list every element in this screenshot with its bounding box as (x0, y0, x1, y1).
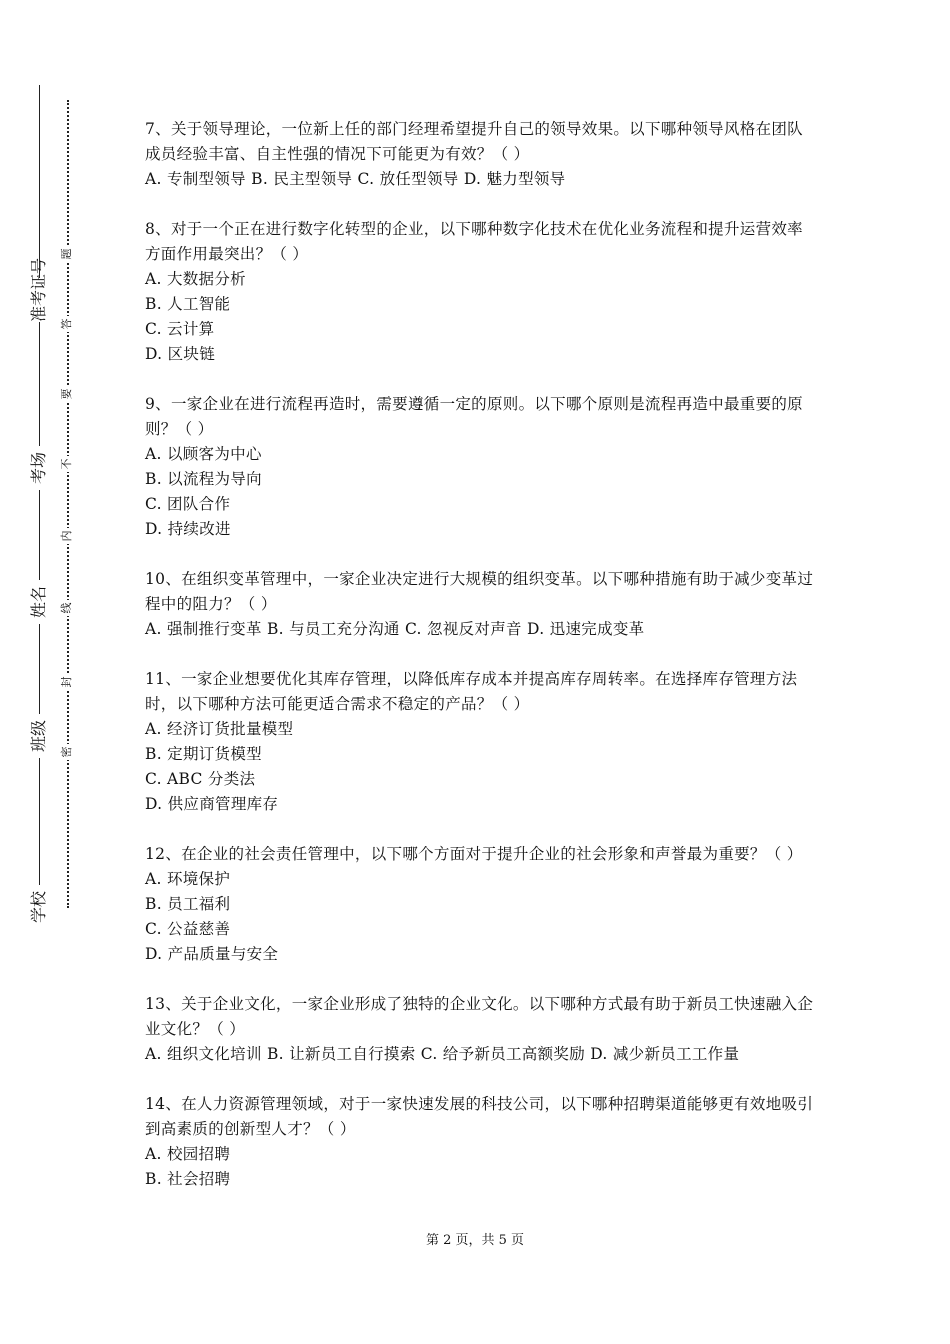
exam-room-label: 考场 (28, 446, 50, 490)
seal-char: 密 (59, 744, 75, 760)
school-label: 学校 (28, 885, 50, 929)
question-11 (145, 667, 815, 817)
option-a: A. 大数据分析 (145, 270, 246, 288)
name-label: 姓名 (28, 580, 50, 624)
seal-char: 要 (59, 386, 75, 402)
binding-margin (0, 0, 110, 1344)
option-c: C. 公益慈善 (145, 920, 231, 938)
seal-char: 线 (59, 600, 75, 616)
option-c: C. 团队合作 (145, 495, 231, 513)
page-number: 第 2 页，共 5 页 (425, 1233, 525, 1248)
question-10 (145, 567, 815, 642)
option-b: B. 人工智能 (145, 295, 231, 313)
question-list (145, 117, 815, 1217)
exam-number-label: 准考证号 (29, 257, 48, 322)
seal-char: 答 (59, 316, 75, 332)
question-text: 13、关于企业文化，一家企业形成了独特的企业文化。以下哪种方式最有助于新员工快速融入企业文化？（ ） (145, 995, 814, 1038)
option-a: A. 以顾客为中心 (145, 445, 262, 463)
question-13 (145, 992, 815, 1067)
option-d: D. 区块链 (145, 345, 216, 363)
seal-char: 题 (59, 246, 75, 262)
question-text: 12、在企业的社会责任管理中，以下哪个方面对于提升企业的社会形象和声誉最为重要？（ ） (145, 845, 803, 863)
question-text: 10、在组织变革管理中，一家企业决定进行大规模的组织变革。以下哪种措施有助于减少变革过程中的阻力？（ ） (145, 570, 814, 613)
question-text: 11、一家企业想要优化其库存管理，以降低库存成本并提高库存周转率。在选择库存管理方法时，以下哪种方法可能更适合需求不稳定的产品？（ ） (145, 670, 798, 713)
question-options: A. 强制推行变革 B. 与员工充分沟通 C. 忽视反对声音 D. 迅速完成变革 (145, 620, 645, 638)
question-text: 9、一家企业在进行流程再造时，需要遵循一定的原则。以下哪个原则是流程再造中最重要的原则？（ ） (145, 395, 803, 438)
class-label: 班级 (28, 714, 50, 758)
question-8 (145, 217, 815, 367)
option-b: B. 社会招聘 (145, 1170, 231, 1188)
seal-char: 内 (59, 528, 75, 544)
question-options: A. 专制型领导 B. 民主型领导 C. 放任型领导 D. 魅力型领导 (145, 170, 566, 188)
option-d: D. 供应商管理库存 (145, 795, 279, 813)
question-12 (145, 842, 815, 967)
question-7 (145, 117, 815, 192)
question-text: 8、对于一个正在进行数字化转型的企业，以下哪种数字化技术在优化业务流程和提升运营效率方面作用最突出？（ ） (145, 220, 803, 263)
question-14 (145, 1092, 815, 1192)
question-9 (145, 392, 815, 542)
fill-in-line (39, 85, 40, 925)
option-d: D. 产品质量与安全 (145, 945, 279, 963)
option-b: B. 定期订货模型 (145, 745, 262, 763)
seal-char: 不 (59, 456, 75, 472)
option-b: B. 以流程为导向 (145, 470, 262, 488)
option-d: D. 持续改进 (145, 520, 231, 538)
seal-dotted-line (67, 100, 69, 908)
option-c: C. 云计算 (145, 320, 215, 338)
option-a: A. 校园招聘 (145, 1145, 231, 1163)
question-text: 7、关于领导理论，一位新上任的部门经理希望提升自己的领导效果。以下哪种领导风格在团队成员经验丰富、自主性强的情况下可能更为有效？（ ） (145, 120, 803, 163)
option-a: A. 经济订货批量模型 (145, 720, 294, 738)
question-text: 14、在人力资源管理领域，对于一家快速发展的科技公司，以下哪种招聘渠道能够更有效地吸引到高素质的创新型人才？（ ） (145, 1095, 814, 1138)
option-b: B. 员工福利 (145, 895, 231, 913)
option-c: C. ABC 分类法 (145, 770, 256, 788)
seal-char: 封 (59, 674, 75, 690)
option-a: A. 环境保护 (145, 870, 231, 888)
question-options: A. 组织文化培训 B. 让新员工自行摸索 C. 给予新员工高额奖励 D. 减少新员工工作量 (145, 1045, 740, 1063)
